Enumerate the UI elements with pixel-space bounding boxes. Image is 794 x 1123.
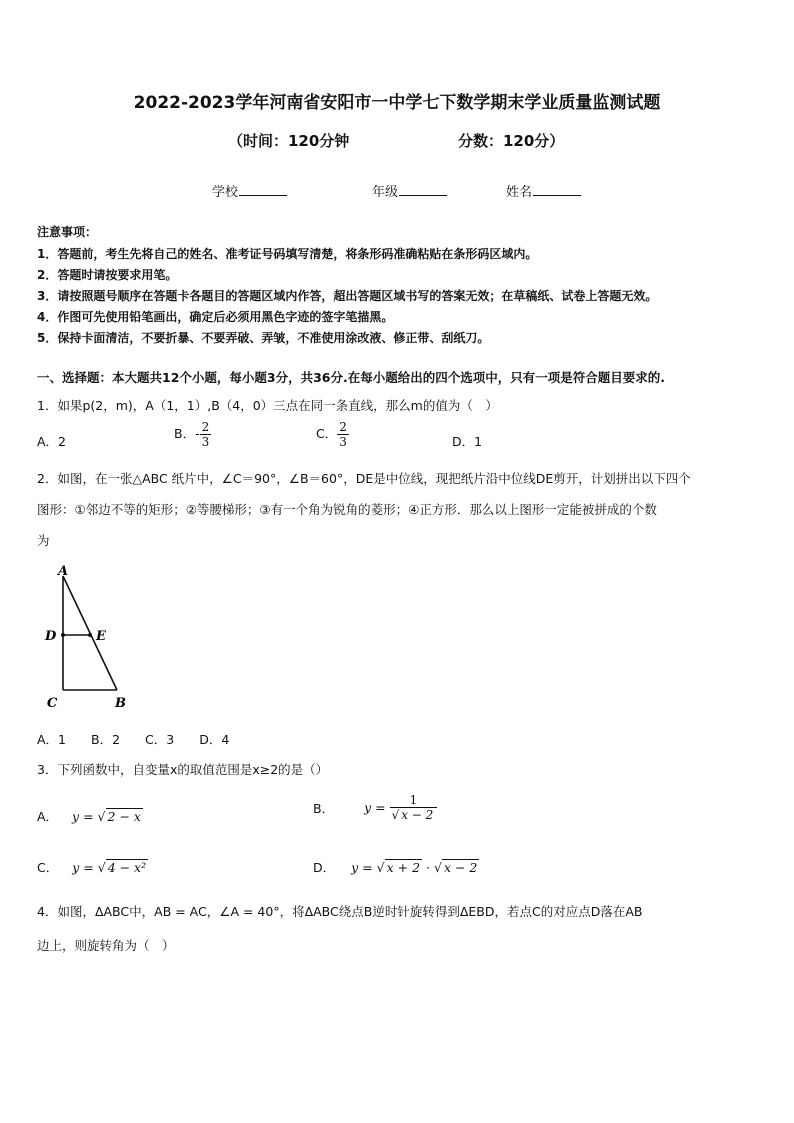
section-heading: 一、选择题：本大题共12个小题，每小题3分，共36分.在每小题给出的四个选项中，只有一项是符合题目要求的. [37,370,665,385]
q3-option-d[interactable] [313,858,479,876]
q3-option-b[interactable] [313,793,437,822]
q3-option-b-lhs: y = [364,800,386,815]
q3-option-c-label: C． [37,860,59,875]
grade-label: 年级 [372,185,399,200]
label-a: A [58,564,69,579]
q3-option-a-label: A． [37,809,59,824]
label-c: C [47,696,58,711]
q3-option-b-fraction: $\frac{1}{√ x - 2}$ [390,793,438,822]
notice-item: 1．答题前，考生先将自己的姓名、准考证号码填写清楚，将条形码准确粘贴在条形码区域内。 [37,247,538,261]
q3-option-d-lhs: y = [351,860,373,875]
q1-option-c-fraction: $\frac{2}{3}$ [339,420,347,449]
q1-option-b-fraction: $\frac{2}{3}$ [201,420,210,449]
name-blank[interactable] [533,183,581,196]
triangle-abc-diagram [40,560,140,715]
school-blank[interactable] [239,183,287,196]
notice-item: 5．保持卡面清洁，不要折暴、不要弄破、弄皱，不准使用涂改液、修正带、刮纸刀。 [37,331,490,345]
label-b: B [115,696,126,711]
q1-option-b-label: B．- [174,426,200,441]
question-4-line-2: 边上，则旋转角为（ ） [37,938,175,953]
q3-option-c-lhs: y = [72,860,94,875]
notice-item: 2．答题时请按要求用笔。 [37,268,178,282]
q3-option-a[interactable] [37,807,143,825]
notice-item: 4．作图可先使用铅笔画出，确定后必须用黑色字迹的签字笔描黑。 [37,310,394,324]
notice-heading: 注意事项： [37,225,98,239]
grade-field[interactable] [372,181,447,200]
page-title: 2022-2023学年河南省安阳市一中学七下数学期末学业质量监测试题 [133,93,661,113]
q2-options[interactable]: A．1 B．2 C．3 D．4 [37,732,230,747]
school-field[interactable] [212,181,287,200]
q3-option-a-lhs: y = [72,809,94,824]
point-e [88,633,92,637]
label-d: D [45,629,57,644]
q3-option-d-radical-2: √ x − 2 [433,860,478,875]
label-e: E [96,629,106,644]
question-3-stem: 3．下列函数中，自变量x的取值范围是x≥2的是（） [37,762,329,777]
q1-option-c-label: C． [316,426,338,441]
point-d [61,633,65,637]
q3-option-a-radical: √ 2 − x [97,809,141,824]
question-1-stem: 1．如果p(2，m)，A（1，1）,B（4，0）三点在同一条直线，那么m的值为（ ） [37,398,498,413]
q3-option-d-label: D． [313,860,336,875]
exam-time: （时间：120分钟 [228,132,350,150]
q3-option-c-radical: √ 4 − x² [97,860,147,875]
name-field[interactable] [506,181,581,200]
q3-option-d-radical-1: √ x + 2 [376,860,421,875]
school-label: 学校 [212,185,239,200]
question-4-line-1: 4．如图，ΔABC中，AB = AC，∠A = 40°，将ΔABC绕点B逆时针旋转得到ΔEBD，若点C的对应点D落在AB [37,904,643,919]
notice-item: 3．请按照题号顺序在答题卡各题目的答题区域内作答，超出答题区域书写的答案无效；在草稿纸、试卷上答题无效。 [37,289,658,303]
q1-option-d[interactable]: D．1 [452,434,483,449]
q1-option-c[interactable] [316,420,349,449]
exam-score: 分数：120分） [458,132,565,150]
q1-option-a[interactable]: A．2 [37,434,67,449]
question-2-line-2: 图形：①邻边不等的矩形；②等腰梯形；③有一个角为锐角的菱形；④正方形．那么以上图形一定能被拼成的个数 [37,502,657,517]
q3-option-d-dot: · [426,860,430,875]
q1-option-b[interactable] [174,420,211,449]
question-2-line-3: 为 [37,533,50,548]
grade-blank[interactable] [399,183,447,196]
q3-option-b-label: B． [313,800,335,816]
question-2-line-1: 2．如图，在一张△ABC 纸片中，∠C＝90°，∠B＝60°，DE是中位线，现把纸片沿中位线DE剪开，计划拼出以下四个 [37,471,691,486]
name-label: 姓名 [506,185,533,200]
q3-option-c[interactable] [37,858,148,876]
